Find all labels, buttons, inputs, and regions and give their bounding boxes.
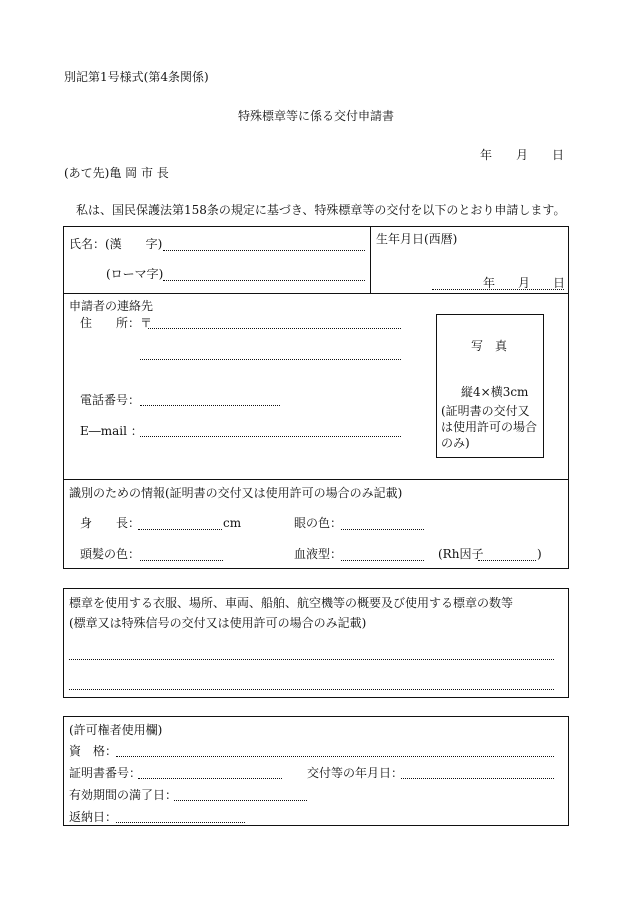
- issue-date-label: 交付等の年月日：: [307, 766, 404, 780]
- return-date-field[interactable]: [116, 822, 245, 823]
- photo-note: (証明書の交付又は使用許可の場合のみ): [441, 404, 538, 450]
- email-field[interactable]: [140, 436, 401, 437]
- form-number: 別記第1号様式(第4条関係): [64, 70, 209, 84]
- addressee: (あて先)亀 岡 市 長: [64, 166, 169, 180]
- email-label: E―mail ：: [80, 424, 143, 438]
- usage-subheading: (標章又は特殊信号の交付又は使用許可の場合のみ記載): [69, 616, 367, 630]
- date-year: 年: [480, 148, 493, 162]
- usage-field-1[interactable]: [69, 659, 554, 660]
- height-unit: cm: [223, 516, 242, 530]
- eye-color-label: 眼の色：: [294, 516, 343, 530]
- date-day: 日: [552, 148, 565, 162]
- name-roman-label: (ローマ字): [106, 267, 164, 281]
- usage-heading: 標章を使用する衣服、場所、車両、船舶、航空機等の概要及び使用する標章の数等: [69, 596, 514, 610]
- birthdate-label: 生年月日(西暦): [376, 232, 458, 246]
- photo-title: 写 真: [471, 339, 508, 353]
- address-label: 住 所：〒: [80, 316, 153, 330]
- identification-heading: 識別のための情報(証明書の交付又は使用許可の場合のみ記載): [69, 486, 403, 500]
- rh-factor-close: ): [537, 547, 542, 561]
- certificate-number-label: 証明書番号：: [69, 766, 142, 780]
- application-statement: 私は、国民保護法第158条の規定に基づき、特殊標章等の交付を以下のとおり申請します。: [76, 203, 566, 217]
- address-field-2[interactable]: [140, 359, 401, 360]
- name-birthdate-divider: [370, 227, 371, 293]
- expiry-date-field[interactable]: [174, 800, 307, 801]
- section-divider-2: [64, 479, 568, 480]
- qualification-field[interactable]: [116, 756, 554, 757]
- certificate-number-field[interactable]: [138, 778, 282, 779]
- return-date-label: 返納日：: [69, 810, 118, 824]
- rh-factor-label: (Rh因子: [438, 547, 484, 561]
- issue-date-field[interactable]: [401, 778, 554, 779]
- name-roman-field[interactable]: [163, 280, 365, 281]
- blood-type-field[interactable]: [341, 560, 424, 561]
- birthdate-month: 月: [518, 276, 531, 290]
- hair-color-label: 頭髪の色：: [80, 547, 141, 561]
- name-kanji-label: 氏名：(漢 字): [69, 237, 163, 251]
- expiry-date-label: 有効期間の満了日：: [69, 788, 178, 802]
- contact-heading: 申請者の連絡先: [69, 299, 154, 313]
- height-label: 身 長：: [80, 516, 141, 530]
- authority-heading: (許可権者使用欄): [69, 723, 163, 737]
- height-field[interactable]: [138, 529, 222, 530]
- photo-size: 縦4×横3cm: [461, 385, 529, 399]
- phone-field[interactable]: [140, 405, 280, 406]
- birthdate-day: 日: [553, 276, 566, 290]
- phone-label: 電話番号：: [80, 393, 141, 407]
- name-kanji-field[interactable]: [163, 250, 365, 251]
- hair-color-field[interactable]: [140, 560, 223, 561]
- birthdate-field[interactable]: [432, 289, 564, 290]
- usage-field-2[interactable]: [69, 689, 554, 690]
- rh-factor-field[interactable]: [478, 560, 536, 561]
- date-month: 月: [516, 148, 529, 162]
- address-field-1[interactable]: [148, 328, 401, 329]
- section-divider-1: [64, 293, 568, 294]
- eye-color-field[interactable]: [341, 529, 424, 530]
- page-title: 特殊標章等に係る交付申請書: [238, 109, 395, 123]
- blood-type-label: 血液型：: [294, 547, 343, 561]
- qualification-label: 資 格：: [69, 744, 118, 758]
- birthdate-year: 年: [483, 276, 496, 290]
